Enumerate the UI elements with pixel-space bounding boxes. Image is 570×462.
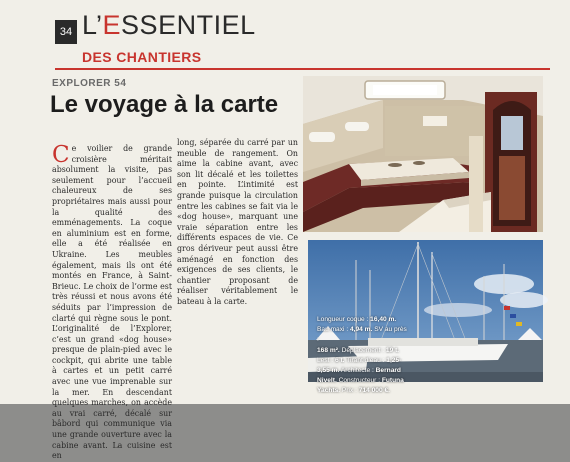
spec-line: Bau maxi : 4,94 m. SV au près : [317, 326, 407, 344]
column-2-text: long, séparée du carré par un meuble de rangement. On aime la cabine avant, avec son lit décalé et les toilettes en pointe. L’intimité est grande puisque la circulation entre les cabines se fait via le «dog house», marquant une vraie séparation entre les différents espaces de vie. Ce gros dériveur peut aussi être aménagé en fonction des exigences de ses clients, le chantier proposant de réaliser véritablement le bateau à la carte. [177, 138, 298, 306]
drop-cap: C [52, 142, 70, 168]
rubric-title [82, 10, 256, 41]
spec-line: 3,55 m. Architecte : Bernard [317, 367, 401, 375]
interior-photo [303, 76, 543, 232]
spec-line: Longueur coque : 16,40 m. [317, 316, 397, 323]
article-title: Le voyage à la carte [50, 91, 279, 118]
rubric-rest: SSENTIEL [121, 10, 256, 40]
spec-line: Yachts. Prix : 714 000 €. [317, 387, 390, 395]
article-kicker: EXPLORER 54 [52, 78, 127, 89]
rubric-prefix: L’ [82, 10, 103, 40]
spec-line: 168 m². Déplacement : 19 t. [317, 346, 400, 354]
column-1-text: e voilier de grande croisière méritait absolument la visite, pas seulement pour l’accueil chaleureux de ses propriétaires mais aussi pour la qualité des emménagements. La coque en aluminium est en forme, elle a été réalisée en Ukraine. Les meubles également, mais ils ont été montés en France, à Saint-Brieuc. Le choix de l’orme est très réussi et nous avons été séduits par l’impression de clarté qui règne sous le pont. L’originalité de l’Explorer, c’est un grand «dog house» presque de plain-pied avec le cockpit, qui abrite une table à cartes et un petit carré avec une vue imprenable sur la mer. En descendant quelques marches, on accède au vrai carré, décalé sur bâbord qui communique via une grande ouverture avec la cabine avant. La cuisine est en [52, 144, 172, 461]
section-title: DES CHANTIERS [82, 49, 202, 65]
header-rule [55, 68, 550, 70]
spec-line: Nivelt. Constructeur : Futuna [317, 377, 404, 385]
article-column-1 [52, 144, 172, 462]
spec-line: Lest : 6 t. Tirant d’eau : 1,25- [317, 356, 402, 364]
boat-specs [317, 315, 409, 397]
page-number: 34 [55, 20, 77, 44]
rubric-initial: E [102, 10, 122, 40]
article-column-2 [177, 138, 298, 308]
